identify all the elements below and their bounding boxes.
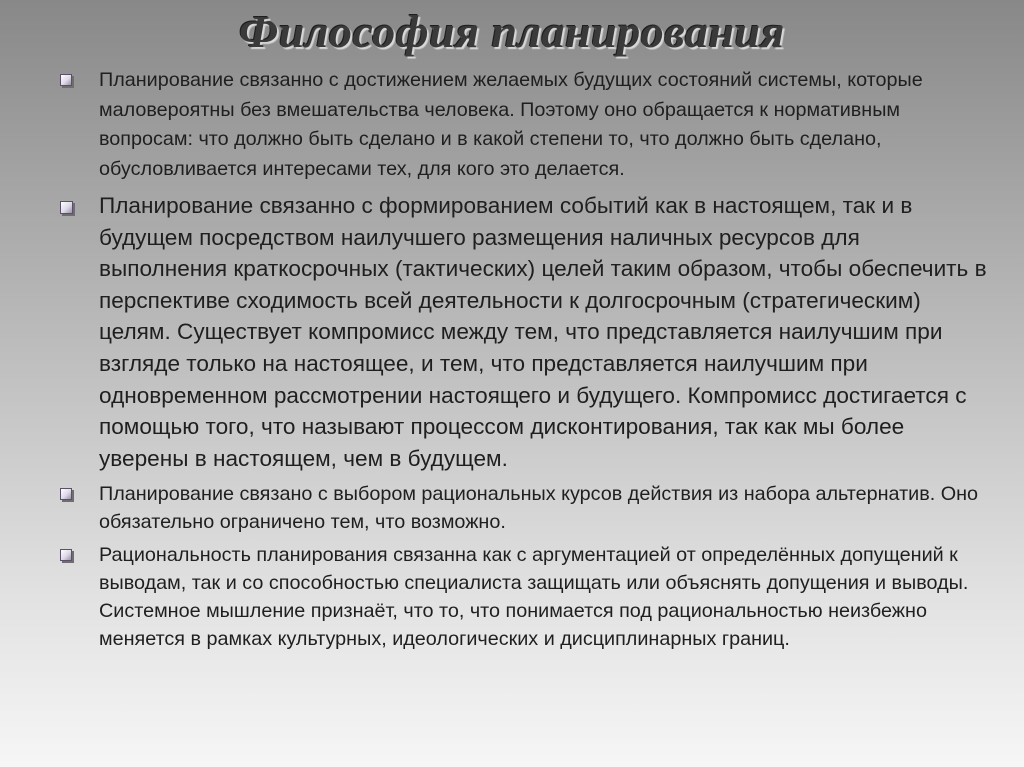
bullet-text-1: Планирование связанно с достижением желаемых будущих состояний системы, которые маловероятны без вмешательства человека. Поэтому оно обращается к нормативным вопросам: что должно быть сделано и в какой степени то, что должно быть сделано, обусловливается интересами тех, для кого это делается.: [99, 69, 923, 180]
bullet-text-4: Рациональность планирования связанна как с аргументацией от определённых допущений к выводам, так и со способностью специалиста защищать или объяснять допущения и выводы. Системное мышление признаёт, что то, что понимается под рациональностью неизбежно меняется в рамках культурных, идеологических и дисциплинарных границ.: [99, 544, 969, 651]
bullet-text-2: Планирование связанно с формированием событий как в настоящем, так и в будущем посредством наилучшего размещения наличных ресурсов для выполнения краткосрочных (тактических) целей таким образом, чтобы обеспечить в перспективе сходимость всей деятельности к долгосрочным (стратегическим) целям. Существует компромисс между тем, что представляется наилучшим при взгляде только на настоящее, и тем, что представляется наилучшим при одновременном рассмотрении настоящего и будущего. Компромисс достигается с помощью того, что называют процессом дисконтирования, так как мы более уверены в настоящем, чем в будущем.: [99, 193, 987, 471]
bullet-item-2: [58, 190, 993, 474]
square-bullet-icon: [60, 488, 72, 500]
bullet-text-3: Планирование связано с выбором рациональных курсов действия из набора альтернатив. Оно обязательно ограничено тем, что возможно.: [99, 483, 979, 534]
bullet-item-4: [58, 541, 993, 653]
slide-title: Философия планирования: [239, 6, 785, 57]
bullet-item-1: [58, 66, 993, 184]
bullet-item-3: [58, 480, 993, 536]
bullet-list: [58, 66, 993, 658]
square-bullet-icon: [60, 549, 72, 561]
square-bullet-icon: [60, 201, 73, 214]
square-bullet-icon: [60, 74, 72, 86]
